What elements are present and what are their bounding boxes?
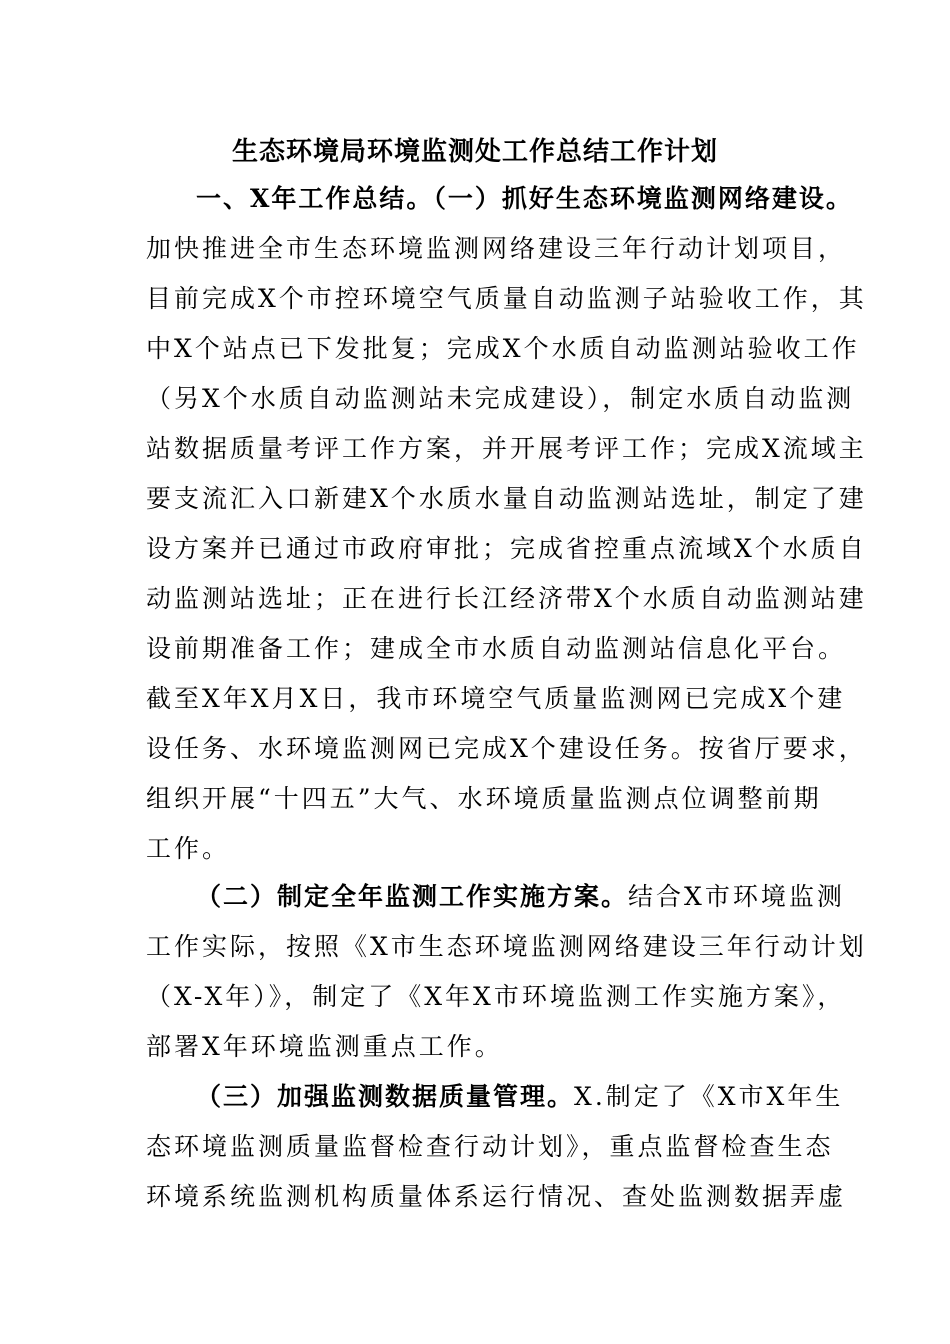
section-2-heading: （二）制定全年监测工作实施方案。 (196, 882, 629, 911)
paragraph-line: 设任务、水环境监测网已完成X个建设任务。按省厅要求， (146, 734, 867, 763)
section-2-first-line (146, 872, 845, 922)
paragraph-line: 动监测站选址；正在进行长江经济带X个水质自动监测站建 (146, 584, 867, 613)
paragraph-line: 设方案并已通过市政府审批；完成省控重点流域X个水质自 (146, 534, 867, 563)
paragraph-line: 目前完成X个市控环境空气质量自动监测子站验收工作，其 (146, 284, 867, 313)
paragraph-line: 工作。 (146, 834, 231, 863)
paragraph-line: 中X个站点已下发批复；完成X个水质自动监测站验收工作 (146, 334, 860, 363)
paragraph-line: 组织开展“十四五”大气、水环境质量监测点位调整前期 (146, 784, 822, 813)
paragraph-line: （X-X年）》，制定了《X年X市环境监测工作实施方案》， (146, 982, 846, 1011)
paragraph-line: 设前期准备工作；建成全市水质自动监测站信息化平台。 (146, 634, 847, 663)
paragraph-line: 截至X年X月X日，我市环境空气质量监测网已完成X个建 (146, 684, 846, 713)
section-2 (146, 872, 867, 1072)
section-3-first-line-text: X.制定了《X市X年生 (574, 1082, 844, 1111)
paragraph-line: 态环境监测质量监督检查行动计划》，重点监督检查生态 (146, 1132, 834, 1161)
paragraph-line: 工作实际，按照《X市生态环境监测网络建设三年行动计划 (146, 932, 867, 961)
paragraph-line: 加快推进全市生态环境监测网络建设三年行动计划项目， (146, 234, 847, 263)
paragraph-line: 要支流汇入口新建X个水质水量自动监测站选址，制定了建 (146, 484, 867, 513)
section-3 (146, 1072, 847, 1222)
section-1-heading: 一、X年工作总结。（一）抓好生态环境监测网络建设。 (196, 184, 853, 213)
section-3-first-line (146, 1072, 844, 1122)
paragraph-line: （另X个水质自动监测站未完成建设），制定水质自动监测 (146, 384, 855, 413)
section-2-first-line-text: 结合X市环境监测 (628, 882, 845, 911)
document-title: 生态环境局环境监测处工作总结工作计划 (231, 137, 718, 167)
paragraph-line: 站数据质量考评工作方案，并开展考评工作；完成X流域主 (146, 434, 867, 463)
paragraph-line: 部署X年环境监测重点工作。 (146, 1032, 503, 1061)
section-1 (146, 174, 867, 874)
paragraph-line: 环境系统监测机构质量体系运行情况、查处监测数据弄虚 (146, 1182, 847, 1211)
section-3-heading: （三）加强监测数据质量管理。 (196, 1082, 575, 1111)
